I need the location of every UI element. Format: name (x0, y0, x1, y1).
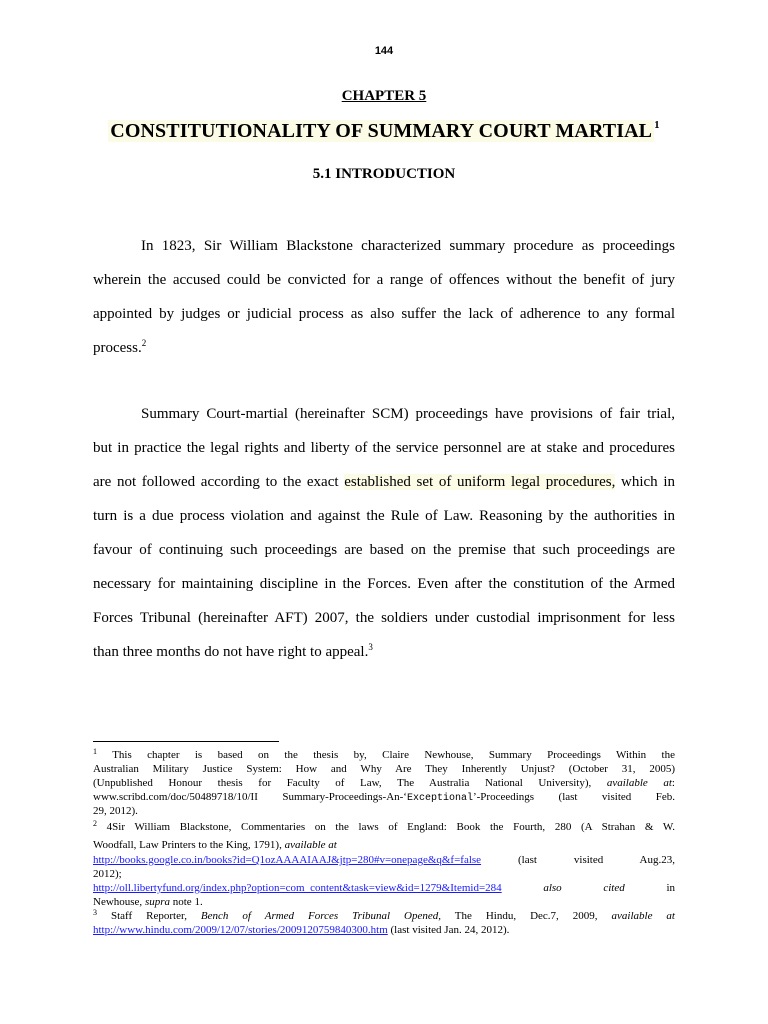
footnote-italic: available at (611, 910, 675, 922)
footnote-ref[interactable]: 3 (368, 642, 373, 652)
footnote-separator (93, 741, 279, 742)
footnote-line (93, 909, 675, 923)
section-heading: 5.1 INTRODUCTION (312, 166, 456, 182)
footnote-marker: 2 (93, 819, 97, 828)
footnote-text: Staff Reporter, (110, 910, 201, 922)
footnote-text: This chapter is based on the thesis by, Claire Newhouse, Summary Proceedings Within the (112, 749, 675, 761)
footnote-line (93, 820, 675, 834)
footnote-text: 4Sir William Blackstone, Commentaries on the laws of England: Book the Fourth, 280 (A Strahan & W. (106, 821, 675, 833)
paragraph-line: Summary Court-martial (hereinafter SCM) proceedings have provisions of fair trial, (141, 406, 675, 422)
footnote-italic: also cited (501, 882, 625, 894)
footnote-italic: available at (284, 839, 337, 851)
footnote-link[interactable]: http://books.google.co.in/books?id=Q1ozAAAAIAAJ&jtp=280#v=onepage&q&f=false (93, 854, 482, 866)
paragraph-line: but in practice the legal rights and liberty of the service personnel are at stake and procedures (93, 440, 675, 456)
footnote-ref[interactable]: 2 (141, 338, 147, 348)
paragraph-text: which in (615, 474, 675, 490)
footnote-line (93, 923, 675, 937)
footnote-text: note 1. (170, 896, 203, 908)
footnote-line (93, 853, 675, 867)
page-number: 144 (374, 45, 394, 57)
paragraph-line: Forces Tribunal (hereinafter AFT) 2007, the soldiers under custodial imprisonment for less (93, 610, 675, 626)
footnote-text: (Unpublished Honour thesis for Faculty of Law, The Australia National University), (93, 777, 607, 789)
chapter-title-text: CONSTITUTIONALITY OF SUMMARY COURT MARTIAL (110, 120, 653, 142)
footnote-line (93, 790, 675, 804)
footnote-text: ’-Proceedings (last visited Feb. (472, 791, 675, 803)
footnote-link[interactable]: http://www.hindu.com/2009/12/07/stories/2009120759840300.htm (93, 924, 388, 936)
paragraph-text: than three months do not have right to appeal. (93, 644, 369, 660)
footnote-mono: Exceptional (406, 793, 473, 804)
footnote-marker: 3 (93, 908, 97, 917)
footnote-line: 2012); (93, 868, 122, 880)
chapter-title-footnote-ref[interactable]: 1 (654, 119, 660, 131)
chapter-label: CHAPTER 5 (341, 88, 427, 104)
footnote-text: Woodfall, Law Printers to the King, 1791), (93, 839, 285, 851)
footnote-text: The Hindu, Dec.7, 2009, (441, 910, 612, 922)
footnote-line (93, 748, 675, 762)
footnote-marker: 1 (93, 747, 97, 756)
paragraph-line: In 1823, Sir William Blackstone characterized summary procedure as proceedings (141, 238, 675, 254)
paragraph-line: appointed by judges or judicial process as also suffer the lack of adherence to any formal (93, 306, 675, 322)
footnote-line (93, 776, 675, 790)
footnote-text: (last visited Jan. 24, 2012). (387, 924, 510, 936)
footnote-text: (last visited Aug.23, (481, 854, 675, 866)
footnote-italic: available at (606, 777, 672, 789)
paragraph-line (93, 338, 675, 358)
paragraph-line (93, 642, 675, 662)
paragraph-line: wherein the accused could be convicted for a range of offences without the benefit of jury (93, 272, 675, 288)
footnote-line (93, 895, 675, 909)
footnote-text: Newhouse, (93, 896, 145, 908)
footnote-italic: Bench of Armed Forces Tribunal Opened, (200, 910, 441, 922)
paragraph-line (93, 472, 675, 492)
footnote-line (93, 881, 675, 895)
footnote-link[interactable]: http://oll.libertyfund.org/index.php?option=com_content&task=view&id=1279&Itemid=284 (93, 882, 502, 894)
paragraph-line: favour of continuing such proceedings are based on the premise that such proceedings are (93, 542, 675, 558)
chapter-title (0, 119, 768, 143)
paragraph-line: turn is a due process violation and against the Rule of Law. Reasoning by the authorities in (93, 508, 675, 524)
paragraph-line: necessary for maintaining discipline in the Forces. Even after the constitution of the Armed (93, 576, 675, 592)
footnote-text: in (624, 882, 675, 894)
footnote-line: Australian Military Justice System: How and Why Are They Inherently Unjust? (October 31, 2005) (93, 763, 675, 775)
footnote-text: : (671, 777, 675, 789)
paragraph-text: are not followed according to the exact (93, 474, 345, 490)
footnote-italic: supra (144, 896, 170, 908)
footnote-text: www.scribd.com/doc/50489718/10/II Summary-Proceedings-An-‘ (93, 791, 407, 803)
highlighted-phrase: established set of uniform legal procedures, (344, 474, 616, 490)
footnote-line: 29, 2012). (93, 805, 138, 817)
paragraph-text: process. (93, 340, 142, 356)
footnote-line (93, 838, 675, 852)
